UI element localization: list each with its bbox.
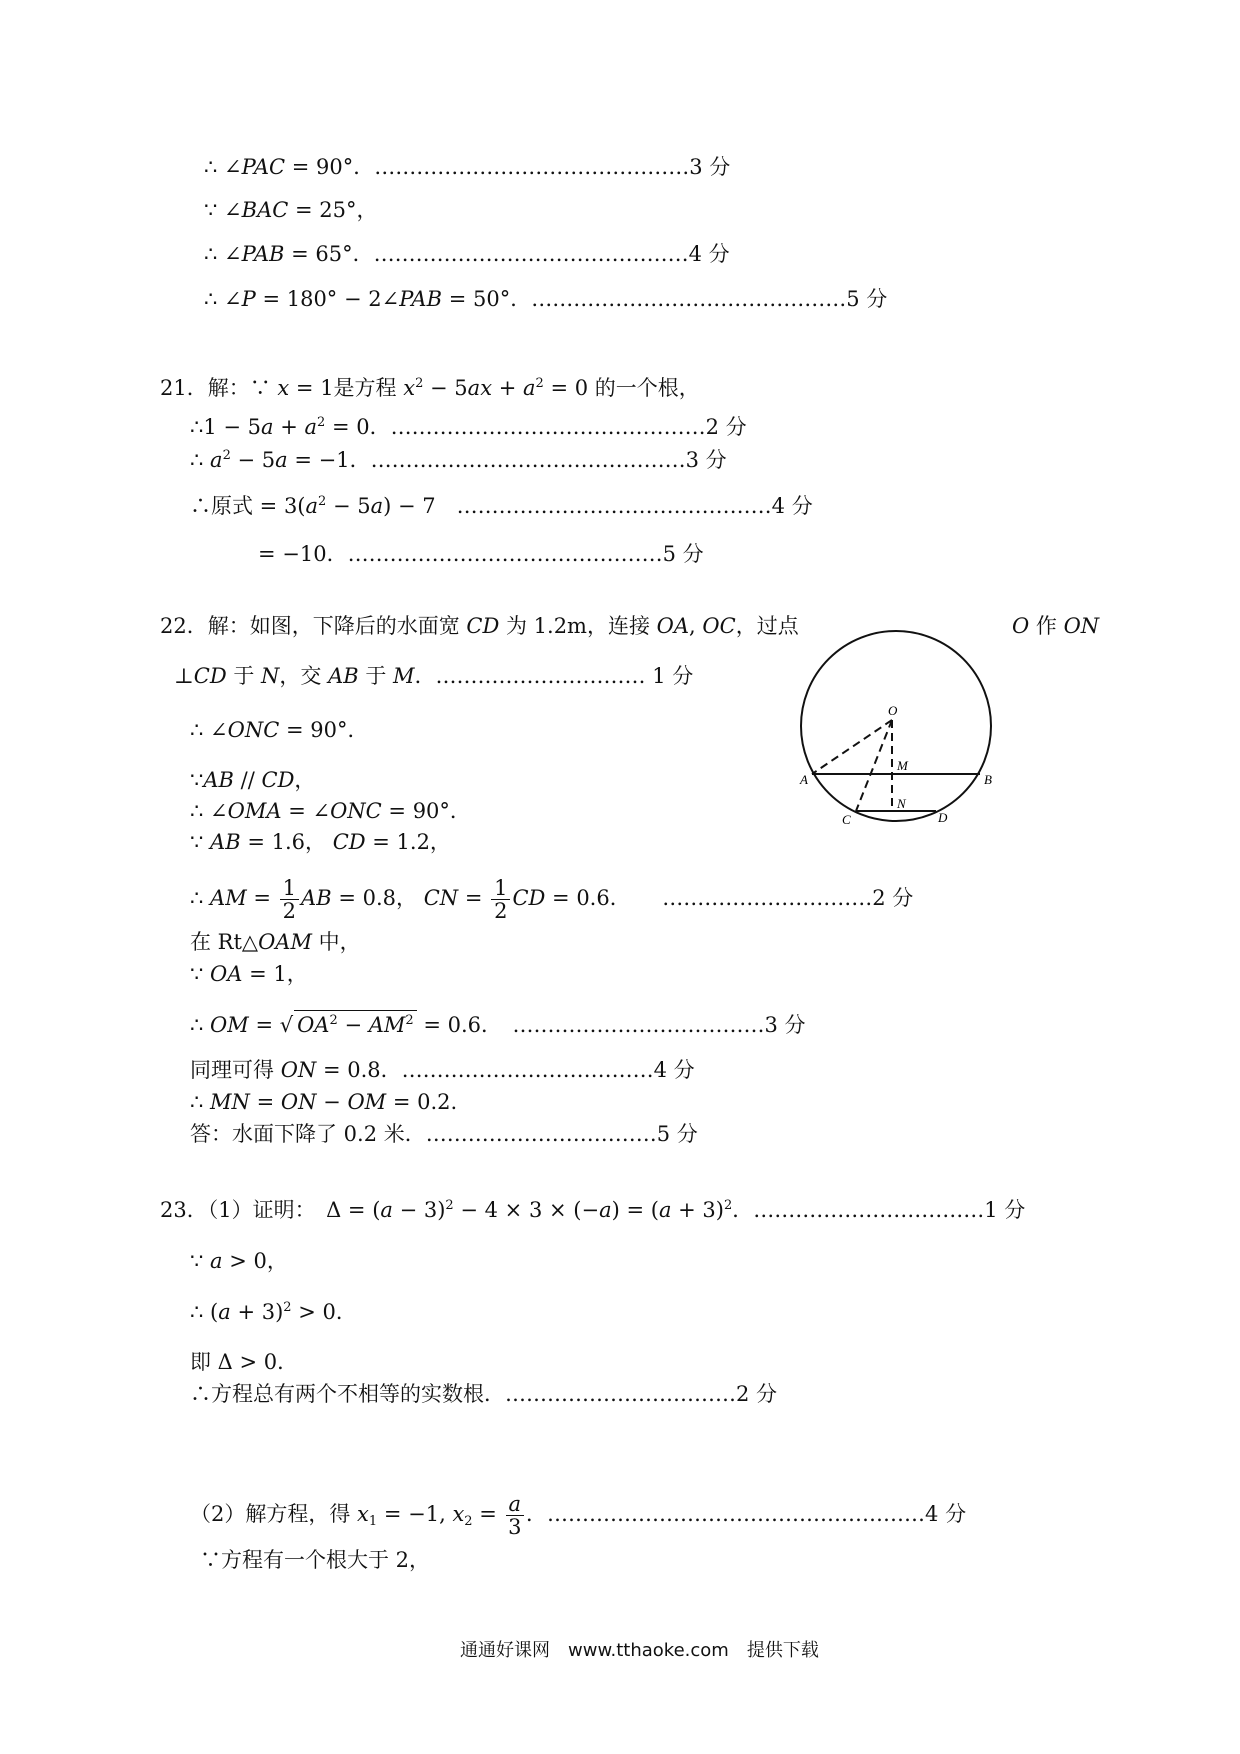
solution-line-l7: ∴ $a^2 - 5a = -1$．………………………………………3 分 — [190, 448, 727, 472]
solution-line-l28: （2）解方程，得 $x_1 = -1$, $x_2$ = $\frac{a}{3}$ ．………………………………………………4 分 — [190, 1492, 967, 1539]
label-m: M — [897, 758, 908, 773]
label-d: D — [938, 810, 948, 825]
solution-line-q22b: O 作 ON — [1012, 614, 1100, 638]
solution-line-l19: ∴ OM = √ $OA^2 - AM^2 = 0.6$． ………………………………3 分 — [190, 1010, 806, 1039]
solution-line-l18: ∵ OA = 1， — [190, 962, 308, 986]
solution-line-l3: ∴ ∠PAB = 65°．………………………………………4 分 — [204, 242, 730, 266]
solution-line-l11: ⊥CD 于 N，交 AB 于 M．………………………… 1 分 — [174, 664, 694, 688]
solution-line-l8: ∴原式 = $3(a^2 - 5a) - 7$ ………………………………………4 分 — [190, 494, 813, 518]
solution-line-q22: 22．解：如图，下降后的水面宽 CD 为 1.2m，连接 OA, OC，过点 — [160, 614, 799, 638]
segment-oa — [812, 720, 892, 774]
label-n: N — [897, 796, 906, 811]
solution-line-l21: ∴ MN = ON − OM = 0.2. — [190, 1090, 458, 1114]
solution-line-l15: ∵ AB = 1.6， CD = 1.2， — [190, 830, 451, 854]
solution-line-l14: ∴ ∠OMA = ∠ONC = 90°． — [190, 799, 471, 823]
figure-circle — [801, 631, 991, 821]
segment-oc — [856, 720, 892, 811]
solution-line-l9: = −10．………………………………………5 分 — [258, 542, 704, 566]
solution-line-l12: ∴ ∠ONC = 90°． — [190, 718, 369, 742]
solution-line-l6: ∴1 − $5a + a^2 = 0$．………………………………………2 分 — [190, 415, 747, 439]
label-o: O — [888, 703, 898, 718]
solution-line-l1: ∴ ∠PAC = 90°．………………………………………3 分 — [204, 155, 731, 179]
label-a: A — [800, 772, 808, 787]
solution-line-l27: ∴方程总有两个不相等的实数根．……………………………2 分 — [190, 1382, 778, 1406]
circle-figure — [792, 622, 1012, 842]
solution-line-l24: ∵ a > 0， — [190, 1249, 288, 1273]
page-footer: 通通好课网 www.tthaoke.com 提供下载 — [460, 1640, 819, 1661]
solution-line-l25: ∴ $(a + 3)^2 > 0$． — [190, 1300, 357, 1324]
solution-line-l2: ∵ ∠BAC = 25°， — [204, 198, 378, 222]
solution-line-l20: 同理可得 ON = 0.8．………………………………4 分 — [190, 1058, 695, 1082]
solution-line-q23: 23．（1）证明： $\Delta = (a - 3)^2 - 4 \times 3 \times (-a) = (a + 3)^2$．……………………………1 分 — [160, 1198, 1026, 1222]
label-c: C — [842, 812, 851, 827]
solution-line-l13: ∵AB // CD， — [190, 768, 316, 792]
label-b: B — [984, 772, 992, 787]
solution-line-l16: ∴ AM = $\frac{1}{2}$ AB = 0.8， CN = $\frac{1}{2}$ CD = 0.6． …………………………2 分 — [190, 876, 914, 923]
solution-line-q21: 21．解：∵ x = 1是方程 $x^2 - 5ax + a^2 = 0$ 的一个根， — [160, 376, 700, 400]
solution-line-l17: 在 Rt△OAM 中， — [190, 930, 361, 954]
solution-line-l26: 即 Δ > 0． — [190, 1350, 299, 1374]
solution-line-l4: ∴ ∠P = 180° − 2∠PAB = 50°．………………………………………5 分 — [204, 287, 888, 311]
solution-line-l22: 答：水面下降了 0.2 米．……………………………5 分 — [190, 1122, 698, 1146]
solution-line-l29: ∵方程有一个根大于 2， — [200, 1548, 431, 1572]
